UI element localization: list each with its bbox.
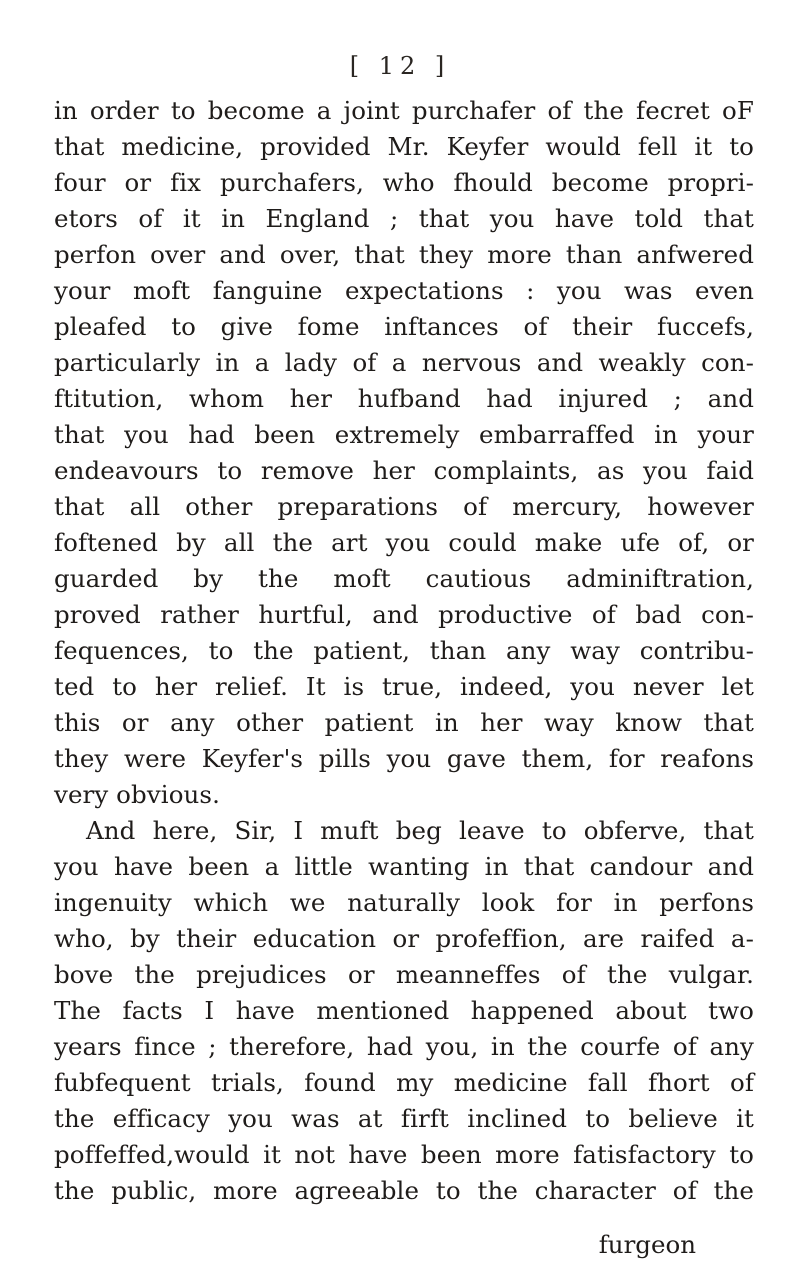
- text-line: fubfequent trials, found my medicine fall fhort of: [54, 1068, 754, 1097]
- text-line: they were Keyfer's pills you gave them, for reafons: [54, 744, 754, 773]
- text-line: proved rather hurtful, and productive of bad con-: [54, 600, 754, 629]
- page-number-header: [ 12 ]: [349, 52, 451, 80]
- text-line: ftitution, whom her hufband had injured ; and: [54, 384, 754, 413]
- text-line: that all other preparations of mercury, however: [54, 492, 754, 521]
- text-line: four or fix purchafers, who fhould become propri-: [54, 168, 754, 197]
- text-line: pleafed to give fome inftances of their fuccefs,: [54, 312, 754, 341]
- catchword: furgeon: [598, 1230, 696, 1259]
- text-line: your moft fanguine expectations : you was even: [54, 276, 754, 305]
- text-line: bove the prejudices or meanneffes of the vulgar.: [54, 960, 754, 989]
- text-line: in order to become a joint purchafer of the fecret oF: [54, 96, 754, 125]
- text-line: the efficacy you was at firft inclined to believe it: [54, 1104, 754, 1133]
- text-line: very obvious.: [54, 780, 220, 809]
- text-line: this or any other patient in her way know that: [54, 708, 754, 737]
- text-line: ted to her relief. It is true, indeed, you never let: [54, 672, 754, 701]
- text-line: foftened by all the art you could make ufe of, or: [54, 528, 754, 557]
- text-line: guarded by the moft cautious adminiftration,: [54, 564, 754, 593]
- text-line: poffeffed,would it not have been more fatisfactory to: [54, 1140, 754, 1169]
- text-line: years fince ; therefore, had you, in the courfe of any: [54, 1032, 754, 1061]
- text-line: who, by their education or profeffion, are raifed a-: [54, 924, 754, 953]
- text-line: you have been a little wanting in that candour and: [54, 852, 754, 881]
- text-line: particularly in a lady of a nervous and weakly con-: [54, 348, 754, 377]
- text-line: And here, Sir, I muft beg leave to obferve, that: [86, 816, 754, 845]
- text-line: the public, more agreeable to the character of the: [54, 1176, 754, 1205]
- text-line: perfon over and over, that they more than anfwered: [54, 240, 754, 269]
- text-line: that you had been extremely embarraffed in your: [54, 420, 754, 449]
- text-line: endeavours to remove her complaints, as you faid: [54, 456, 754, 485]
- text-line: that medicine, provided Mr. Keyfer would fell it to: [54, 132, 754, 161]
- text-line: The facts I have mentioned happened about two: [54, 996, 754, 1025]
- text-line: etors of it in England ; that you have told that: [54, 204, 754, 233]
- text-line: fequences, to the patient, than any way contribu-: [54, 636, 754, 665]
- text-line: ingenuity which we naturally look for in perfons: [54, 888, 754, 917]
